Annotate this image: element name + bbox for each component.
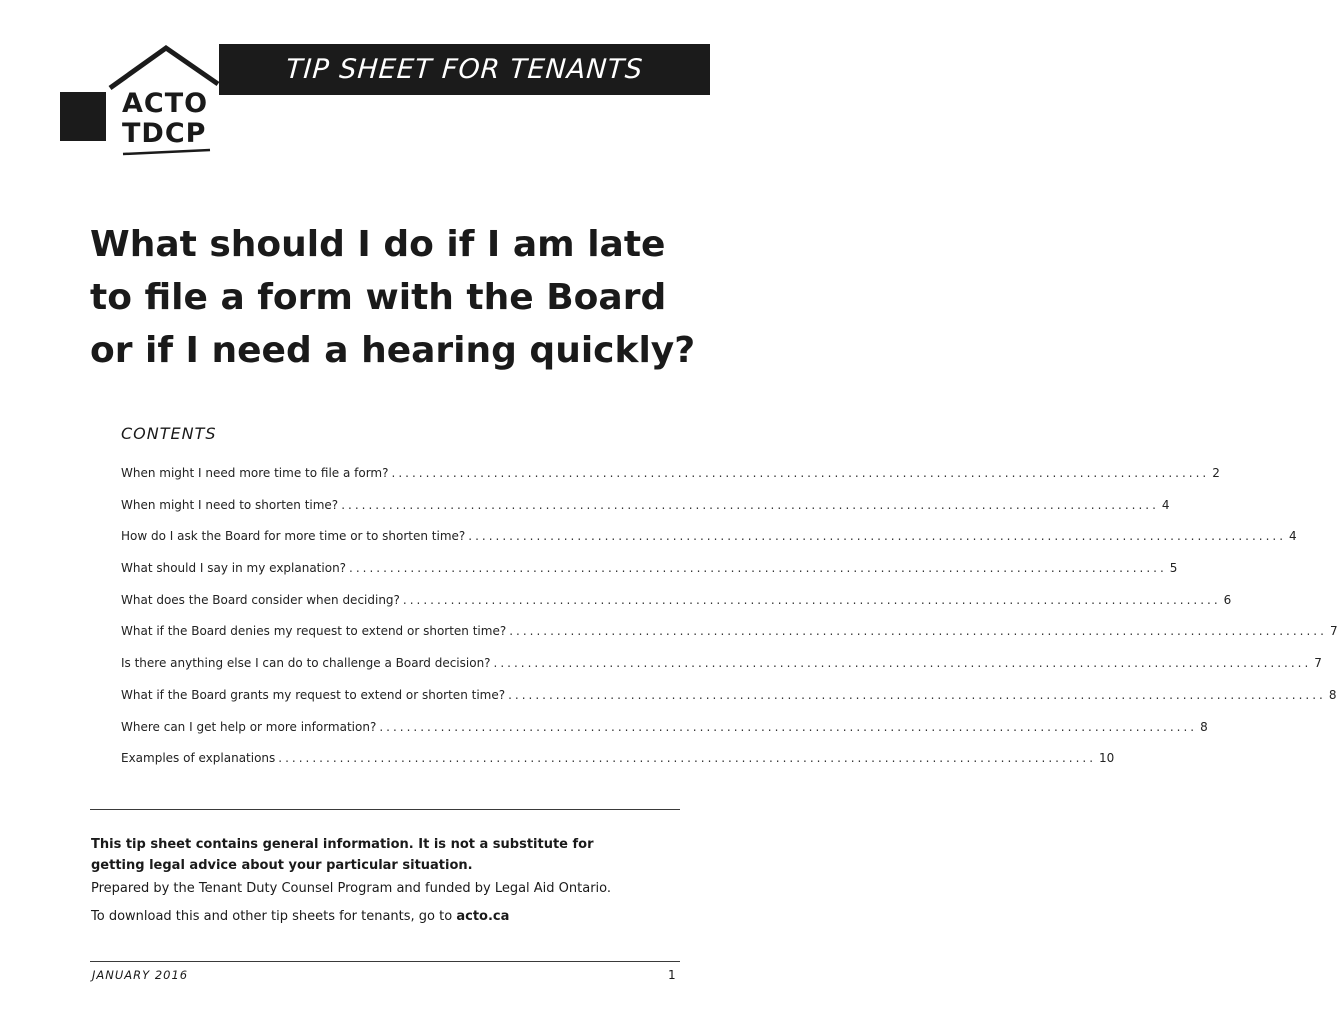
disclaimer-line: getting legal advice about your particular situation.	[91, 858, 473, 873]
title-line: What should I do if I am late	[90, 224, 666, 265]
disclaimer-line: This tip sheet contains general information. It is not a substitute for	[91, 837, 594, 852]
contents-heading: CONTENTS	[121, 424, 217, 443]
toc-item[interactable]	[121, 592, 1232, 625]
toc-leader-dots: ........................................................................................................................	[379, 719, 1198, 734]
toc-item-label: What if the Board denies my request to extend or shorten time?	[121, 624, 507, 639]
toc-leader-dots: ........................................................................................................................	[509, 624, 1327, 639]
toc-item-page: 8	[1200, 719, 1208, 734]
toc-item[interactable]	[121, 687, 1337, 720]
toc-item-page: 6	[1223, 592, 1232, 607]
acto-link[interactable]: acto.ca	[456, 909, 510, 924]
toc-leader-dots: ........................................................................................................................	[391, 466, 1210, 480]
download-text	[91, 909, 691, 924]
toc-item-page: 7	[1329, 624, 1338, 639]
toc-item-page: 5	[1169, 561, 1178, 576]
toc-item-page: 10	[1099, 751, 1115, 766]
toc-item[interactable]	[121, 497, 1170, 530]
toc-item-page: 2	[1212, 466, 1220, 480]
toc-item-page: 4	[1161, 497, 1170, 512]
toc-leader-dots: ........................................................................................................................	[349, 561, 1167, 576]
toc-item-label: When might I need more time to file a form?	[121, 466, 389, 480]
logo-text-acto: ACTO	[122, 88, 209, 119]
toc-item-page: 8	[1328, 687, 1337, 702]
toc-item[interactable]	[121, 466, 1220, 498]
table-of-contents	[121, 466, 1338, 783]
page-title	[90, 218, 710, 377]
toc-item-label: Where can I get help or more information?	[121, 719, 377, 734]
page-number: 1	[668, 968, 676, 982]
toc-item[interactable]	[121, 561, 1178, 593]
toc-item[interactable]	[121, 529, 1297, 561]
disclaimer	[91, 834, 691, 876]
toc-item-label: What if the Board grants my request to extend or shorten time?	[121, 687, 506, 702]
toc-item-label: When might I need to shorten time?	[121, 497, 339, 512]
toc-item-label: How do I ask the Board for more time or to shorten time?	[121, 529, 466, 544]
toc-item-page: 4	[1289, 529, 1297, 544]
toc-item-label: What does the Board consider when deciding?	[121, 592, 400, 607]
prepared-by-text: Prepared by the Tenant Duty Counsel Program and funded by Legal Aid Ontario.	[91, 881, 612, 896]
logo-text-tdcp: TDCP	[122, 118, 207, 149]
toc-leader-dots: ........................................................................................................................	[508, 687, 1326, 702]
title-line: to file a form with the Board	[90, 277, 667, 318]
footer-divider	[90, 961, 680, 962]
download-text-label: To download this and other tip sheets for tenants, go to	[91, 909, 453, 924]
footer-date: JANUARY 2016	[92, 968, 189, 982]
banner-title: TIP SHEET FOR TENANTS	[284, 54, 645, 85]
toc-item[interactable]	[121, 656, 1322, 688]
toc-item[interactable]	[121, 751, 1115, 783]
toc-item-label: What should I say in my explanation?	[121, 561, 347, 576]
tip-sheet-banner	[219, 44, 710, 95]
toc-leader-dots: ........................................................................................................................	[278, 751, 1097, 766]
toc-leader-dots: ........................................................................................................................	[493, 656, 1312, 671]
toc-item[interactable]	[121, 624, 1338, 656]
toc-leader-dots: ........................................................................................................................	[341, 497, 1159, 512]
divider	[90, 809, 680, 810]
acto-tdcp-logo	[58, 44, 223, 164]
toc-item-label: Examples of explanations	[121, 751, 276, 766]
toc-item-page: 7	[1314, 656, 1322, 671]
toc-leader-dots: ........................................................................................................................	[468, 529, 1287, 544]
title-line: or if I need a hearing quickly?	[90, 330, 696, 371]
toc-item-label: Is there anything else I can do to challenge a Board decision?	[121, 656, 491, 671]
toc-leader-dots: ........................................................................................................................	[402, 592, 1221, 607]
toc-item[interactable]	[121, 719, 1208, 752]
